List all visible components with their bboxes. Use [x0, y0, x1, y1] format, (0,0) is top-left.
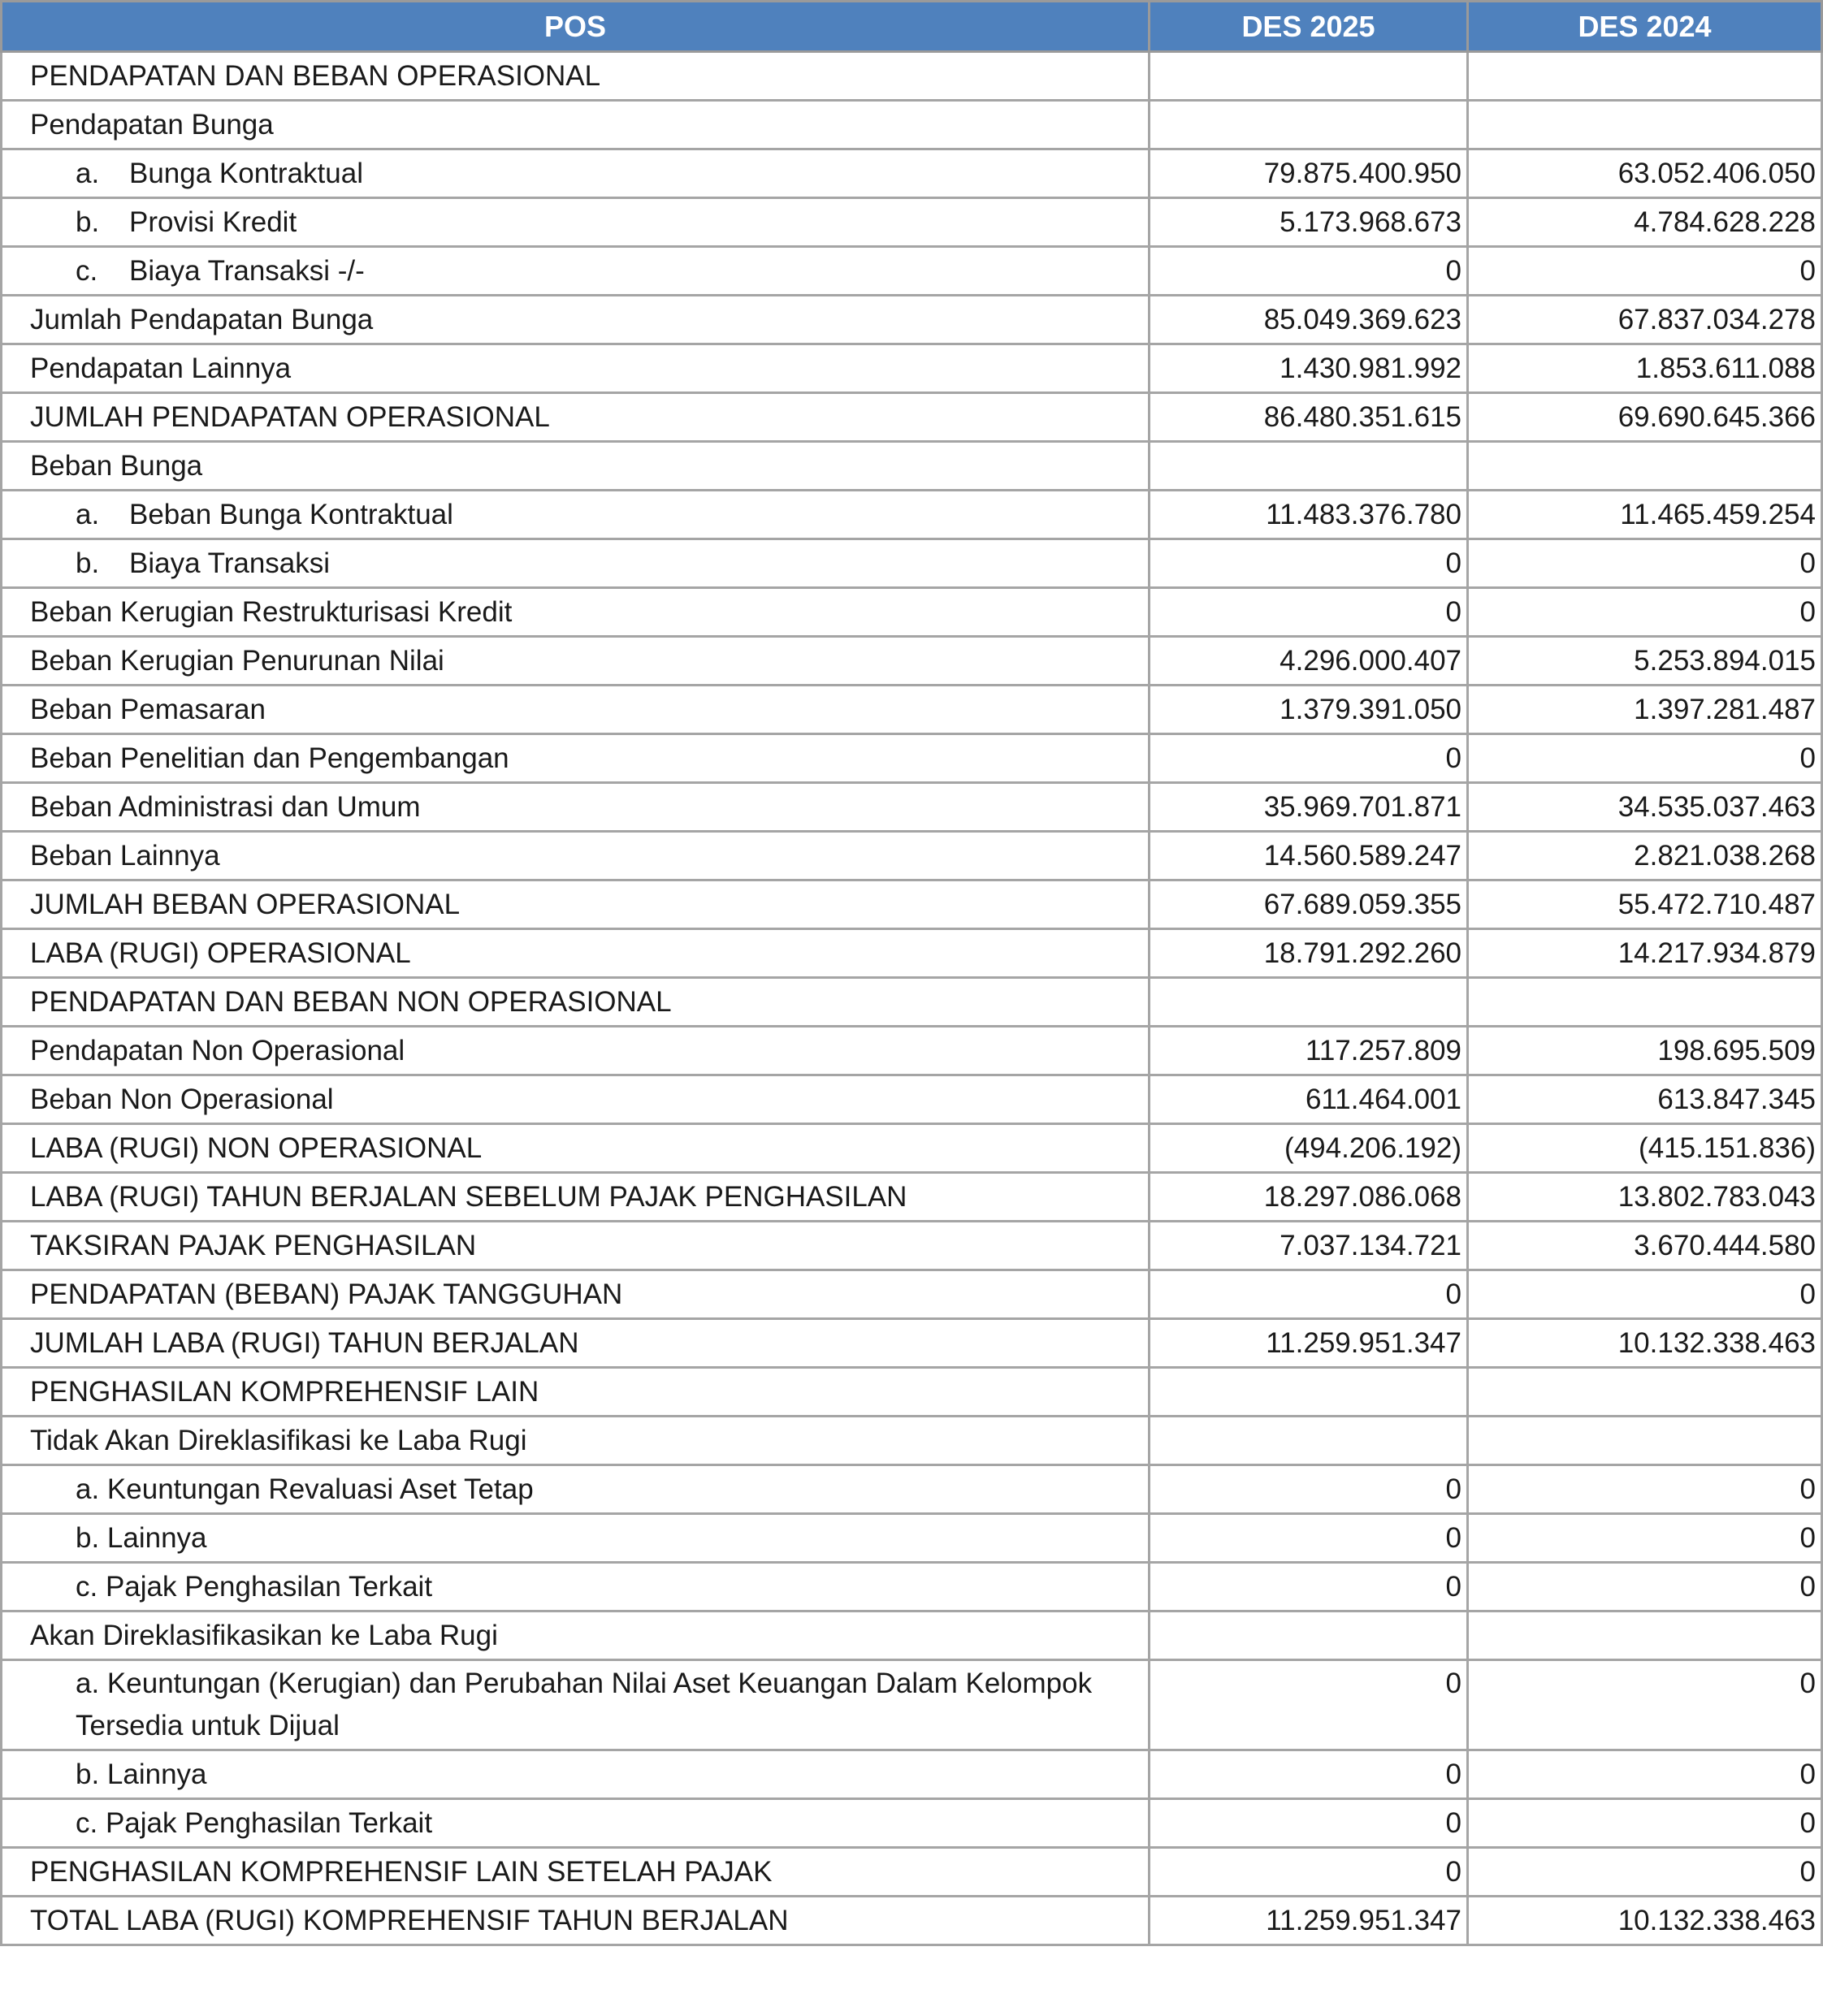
value-2025 [1150, 1612, 1468, 1660]
row-label: Beban Pemasaran [2, 686, 1150, 734]
row-marker: b. [76, 547, 100, 579]
row-label: c. Pajak Penghasilan Terkait [2, 1563, 1150, 1612]
value-2024: 0 [1468, 539, 1822, 588]
table-row [2, 880, 1822, 929]
table-row [2, 1124, 1822, 1173]
value-2024: 4.784.628.228 [1468, 198, 1822, 247]
table-row [2, 1799, 1822, 1848]
value-2025: 117.257.809 [1150, 1027, 1468, 1075]
row-label: LABA (RUGI) TAHUN BERJALAN SEBELUM PAJAK PENGHASILAN [2, 1173, 1150, 1222]
row-label: b. Lainnya [2, 1514, 1150, 1563]
value-2025: 11.259.951.347 [1150, 1897, 1468, 1945]
row-marker: b. [76, 205, 100, 238]
value-2025: 85.049.369.623 [1150, 296, 1468, 344]
row-label: Beban Kerugian Restrukturisasi Kredit [2, 588, 1150, 637]
value-2025: 0 [1150, 1563, 1468, 1612]
value-2024 [1468, 1612, 1822, 1660]
row-label: TAKSIRAN PAJAK PENGHASILAN [2, 1222, 1150, 1270]
value-2024: 198.695.509 [1468, 1027, 1822, 1075]
value-2025: 4.296.000.407 [1150, 637, 1468, 686]
row-marker: a. [76, 157, 100, 189]
row-label: Pendapatan Lainnya [2, 344, 1150, 393]
table-row [2, 296, 1822, 344]
table-row [2, 442, 1822, 491]
row-label: PENGHASILAN KOMPREHENSIF LAIN [2, 1368, 1150, 1417]
table-row [2, 1222, 1822, 1270]
value-2024: 13.802.783.043 [1468, 1173, 1822, 1222]
row-label: Tidak Akan Direklasifikasi ke Laba Rugi [2, 1417, 1150, 1465]
value-2024: 11.465.459.254 [1468, 491, 1822, 539]
table-row [2, 1563, 1822, 1612]
row-label: b. Lainnya [2, 1750, 1150, 1799]
table-row [2, 1897, 1822, 1945]
value-2024 [1468, 52, 1822, 101]
value-2024: 1.397.281.487 [1468, 686, 1822, 734]
row-marker: c. [76, 254, 98, 287]
value-2025: 0 [1150, 1848, 1468, 1897]
row-label: Beban Non Operasional [2, 1075, 1150, 1124]
row-label [2, 198, 1150, 247]
table-row [2, 393, 1822, 442]
row-marker: a. [76, 498, 100, 530]
table-row [2, 491, 1822, 539]
row-label: a. Keuntungan Revaluasi Aset Tetap [2, 1465, 1150, 1514]
table-row [2, 1612, 1822, 1660]
value-2024: 0 [1468, 1799, 1822, 1848]
table-row [2, 686, 1822, 734]
table-row [2, 734, 1822, 783]
value-2024: 55.472.710.487 [1468, 880, 1822, 929]
row-label: PENDAPATAN (BEBAN) PAJAK TANGGUHAN [2, 1270, 1150, 1319]
row-label: JUMLAH BEBAN OPERASIONAL [2, 880, 1150, 929]
value-2025: 0 [1150, 1660, 1468, 1750]
row-text: Bunga Kontraktual [129, 157, 363, 189]
table-row [2, 1660, 1822, 1750]
row-text: Beban Bunga Kontraktual [129, 498, 453, 530]
value-2025: 86.480.351.615 [1150, 393, 1468, 442]
value-2024: 10.132.338.463 [1468, 1319, 1822, 1368]
value-2025: 1.379.391.050 [1150, 686, 1468, 734]
value-2024: 14.217.934.879 [1468, 929, 1822, 978]
value-2024: 69.690.645.366 [1468, 393, 1822, 442]
row-text: Biaya Transaksi -/- [129, 254, 365, 287]
value-2024: 0 [1468, 247, 1822, 296]
value-2025: 611.464.001 [1150, 1075, 1468, 1124]
value-2025: 5.173.968.673 [1150, 198, 1468, 247]
value-2024: 613.847.345 [1468, 1075, 1822, 1124]
value-2025: 18.297.086.068 [1150, 1173, 1468, 1222]
value-2025 [1150, 442, 1468, 491]
value-2024: 2.821.038.268 [1468, 832, 1822, 880]
table-row [2, 149, 1822, 198]
row-label: Beban Bunga [2, 442, 1150, 491]
value-2025: 1.430.981.992 [1150, 344, 1468, 393]
value-2024 [1468, 1368, 1822, 1417]
value-2024: 0 [1468, 588, 1822, 637]
value-2024: 0 [1468, 1514, 1822, 1563]
value-2025 [1150, 978, 1468, 1027]
table-row [2, 1465, 1822, 1514]
value-2025: 18.791.292.260 [1150, 929, 1468, 978]
table-row [2, 52, 1822, 101]
row-label: Jumlah Pendapatan Bunga [2, 296, 1150, 344]
row-label: LABA (RUGI) NON OPERASIONAL [2, 1124, 1150, 1173]
value-2024: (415.151.836) [1468, 1124, 1822, 1173]
table-row [2, 539, 1822, 588]
value-2024: 0 [1468, 1563, 1822, 1612]
row-label [2, 149, 1150, 198]
value-2024: 5.253.894.015 [1468, 637, 1822, 686]
table-row [2, 637, 1822, 686]
table-row [2, 1027, 1822, 1075]
value-2025 [1150, 1368, 1468, 1417]
header-pos: POS [2, 2, 1150, 52]
table-row [2, 783, 1822, 832]
value-2025 [1150, 101, 1468, 149]
row-label [2, 247, 1150, 296]
table-row [2, 1514, 1822, 1563]
table-row [2, 1848, 1822, 1897]
table-row [2, 1750, 1822, 1799]
row-label: Beban Lainnya [2, 832, 1150, 880]
value-2024 [1468, 978, 1822, 1027]
value-2025: 7.037.134.721 [1150, 1222, 1468, 1270]
value-2025: (494.206.192) [1150, 1124, 1468, 1173]
value-2025: 0 [1150, 734, 1468, 783]
table-row [2, 247, 1822, 296]
table-row [2, 1368, 1822, 1417]
value-2024: 0 [1468, 1660, 1822, 1750]
value-2024: 0 [1468, 1465, 1822, 1514]
table-row [2, 198, 1822, 247]
value-2024 [1468, 101, 1822, 149]
value-2024 [1468, 1417, 1822, 1465]
value-2025: 0 [1150, 247, 1468, 296]
value-2025: 67.689.059.355 [1150, 880, 1468, 929]
value-2024: 0 [1468, 1270, 1822, 1319]
row-label: Beban Administrasi dan Umum [2, 783, 1150, 832]
row-label: Beban Kerugian Penurunan Nilai [2, 637, 1150, 686]
value-2025: 0 [1150, 1750, 1468, 1799]
value-2024: 0 [1468, 734, 1822, 783]
header-row [2, 2, 1822, 52]
value-2024: 10.132.338.463 [1468, 1897, 1822, 1945]
row-label: PENDAPATAN DAN BEBAN OPERASIONAL [2, 52, 1150, 101]
row-label: a. Keuntungan (Kerugian) dan Perubahan Nilai Aset Keuangan Dalam Kelompok Tersedia untuk Dijual [2, 1660, 1150, 1750]
header-year-2024: DES 2024 [1468, 2, 1822, 52]
header-year-2025: DES 2025 [1150, 2, 1468, 52]
row-label [2, 539, 1150, 588]
value-2025: 0 [1150, 1799, 1468, 1848]
table-row [2, 1075, 1822, 1124]
table-row [2, 1319, 1822, 1368]
value-2024: 1.853.611.088 [1468, 344, 1822, 393]
row-label: Beban Penelitian dan Pengembangan [2, 734, 1150, 783]
table-row [2, 832, 1822, 880]
value-2024: 0 [1468, 1848, 1822, 1897]
table-row [2, 101, 1822, 149]
row-label: Pendapatan Bunga [2, 101, 1150, 149]
table-row [2, 978, 1822, 1027]
value-2025 [1150, 1417, 1468, 1465]
value-2025: 0 [1150, 1514, 1468, 1563]
value-2025: 0 [1150, 588, 1468, 637]
row-text: Provisi Kredit [129, 205, 297, 238]
table-row [2, 1173, 1822, 1222]
value-2025: 0 [1150, 1465, 1468, 1514]
row-label: Pendapatan Non Operasional [2, 1027, 1150, 1075]
value-2025: 11.483.376.780 [1150, 491, 1468, 539]
value-2024: 0 [1468, 1750, 1822, 1799]
row-label: LABA (RUGI) OPERASIONAL [2, 929, 1150, 978]
value-2024: 34.535.037.463 [1468, 783, 1822, 832]
row-label [2, 491, 1150, 539]
value-2024: 67.837.034.278 [1468, 296, 1822, 344]
table-row [2, 588, 1822, 637]
row-label: c. Pajak Penghasilan Terkait [2, 1799, 1150, 1848]
value-2025: 79.875.400.950 [1150, 149, 1468, 198]
row-label: PENGHASILAN KOMPREHENSIF LAIN SETELAH PAJAK [2, 1848, 1150, 1897]
table-row [2, 344, 1822, 393]
table-row [2, 1417, 1822, 1465]
value-2024: 63.052.406.050 [1468, 149, 1822, 198]
row-label: JUMLAH PENDAPATAN OPERASIONAL [2, 393, 1150, 442]
row-label: JUMLAH LABA (RUGI) TAHUN BERJALAN [2, 1319, 1150, 1368]
row-label: PENDAPATAN DAN BEBAN NON OPERASIONAL [2, 978, 1150, 1027]
table-row [2, 1270, 1822, 1319]
value-2024 [1468, 442, 1822, 491]
value-2025: 14.560.589.247 [1150, 832, 1468, 880]
value-2025: 0 [1150, 1270, 1468, 1319]
value-2024: 3.670.444.580 [1468, 1222, 1822, 1270]
row-text: Biaya Transaksi [129, 547, 331, 579]
table-row [2, 929, 1822, 978]
value-2025 [1150, 52, 1468, 101]
row-label: Akan Direklasifikasikan ke Laba Rugi [2, 1612, 1150, 1660]
value-2025: 35.969.701.871 [1150, 783, 1468, 832]
row-label: TOTAL LABA (RUGI) KOMPREHENSIF TAHUN BERJALAN [2, 1897, 1150, 1945]
value-2025: 0 [1150, 539, 1468, 588]
value-2025: 11.259.951.347 [1150, 1319, 1468, 1368]
